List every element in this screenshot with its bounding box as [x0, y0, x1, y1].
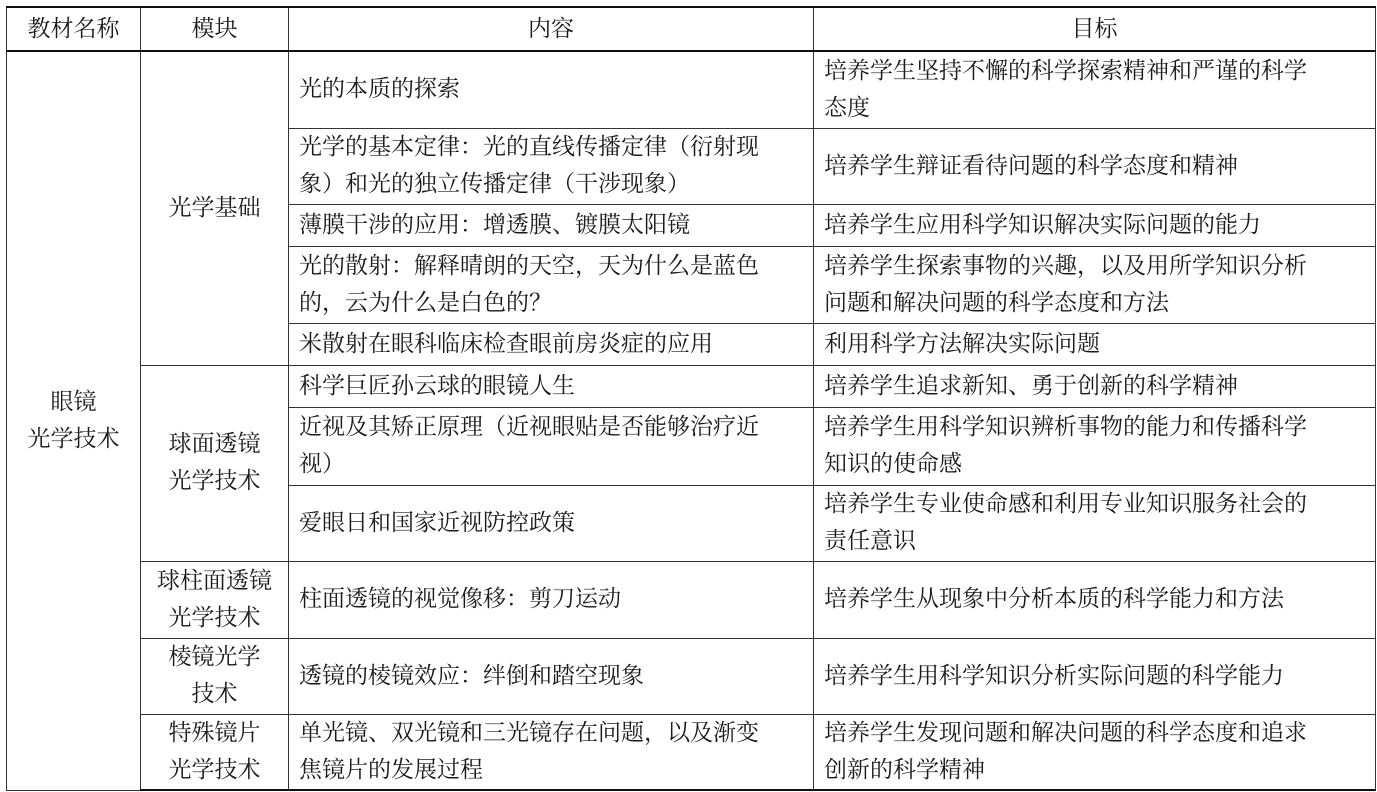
- module-name-line: 光学技术: [168, 468, 261, 494]
- table-row: [7, 51, 1376, 128]
- goal-line: 培养学生坚持不懈的科学探索精神和严谨的科学: [824, 57, 1307, 84]
- goal-cell: [814, 561, 1376, 638]
- table-row: [7, 561, 1376, 638]
- content-line: 光的本质的探索: [299, 76, 460, 103]
- book-name-line: 眼镜: [50, 388, 97, 415]
- content-cell: [289, 51, 814, 128]
- content-line: 的，云为什么是白色的？: [299, 289, 552, 316]
- goal-line: 培养学生探索事物的兴趣，以及用所学知识分析: [824, 252, 1307, 279]
- curriculum-table: [6, 6, 1376, 791]
- module-cell: [141, 714, 289, 790]
- module-name-line: 球面透镜: [168, 431, 261, 457]
- content-line: 薄膜干涉的应用：增透膜、镀膜太阳镜: [299, 211, 690, 238]
- content-cell: [289, 323, 814, 365]
- module-name-line: 光学基础: [168, 194, 261, 221]
- goal-line: 知识的使命感: [824, 451, 962, 477]
- content-line: 近视及其矫正原理（近视眼贴是否能够治疗近: [299, 414, 759, 440]
- module-name-line: 光学技术: [168, 756, 261, 783]
- goal-line: 态度: [824, 94, 870, 121]
- goal-cell: [814, 246, 1376, 323]
- header-goal: 目标: [814, 7, 1376, 51]
- header-module: 模块: [141, 7, 289, 51]
- content-line: 视）: [299, 451, 345, 477]
- goal-cell: [814, 204, 1376, 246]
- content-cell: [289, 365, 814, 407]
- table-row: [7, 638, 1376, 714]
- book-name-line: 光学技术: [27, 425, 120, 452]
- content-line: 柱面透镜的视觉像移：剪刀运动: [299, 586, 621, 612]
- content-cell: [289, 485, 814, 561]
- goal-cell: [814, 128, 1376, 204]
- book-name-cell: [7, 51, 141, 790]
- content-cell: [289, 638, 814, 714]
- goal-cell: [814, 323, 1376, 365]
- goal-line: 培养学生辩证看待问题的科学态度和精神: [824, 152, 1238, 179]
- content-cell: [289, 407, 814, 485]
- module-name-line: 球柱面透镜: [157, 567, 272, 594]
- content-line: 透镜的棱镜效应：绊倒和踏空现象: [299, 662, 644, 689]
- content-cell: [289, 561, 814, 638]
- module-cell: [141, 365, 289, 561]
- table-row: [7, 365, 1376, 407]
- module-cell: [141, 51, 289, 365]
- header-content: 内容: [289, 7, 814, 51]
- goal-line: 培养学生用科学知识分析实际问题的科学能力: [824, 662, 1284, 689]
- module-name-line: 光学技术: [168, 604, 261, 631]
- goal-line: 培养学生从现象中分析本质的科学能力和方法: [824, 586, 1284, 612]
- content-line: 光学的基本定律：光的直线传播定律（衍射现: [299, 134, 759, 160]
- goal-cell: [814, 407, 1376, 485]
- module-cell: [141, 561, 289, 638]
- goal-line: 培养学生应用科学知识解决实际问题的能力: [824, 211, 1261, 238]
- content-cell: [289, 204, 814, 246]
- goal-line: 利用科学方法解决实际问题: [824, 330, 1100, 357]
- content-line: 米散射在眼科临床检查眼前房炎症的应用: [299, 330, 713, 357]
- goal-cell: [814, 365, 1376, 407]
- module-name-line: 技术: [191, 681, 238, 707]
- goal-line: 培养学生追求新知、勇于创新的科学精神: [824, 372, 1238, 399]
- module-name-line: 棱镜光学: [168, 644, 261, 670]
- goal-cell: [814, 714, 1376, 790]
- header-row: [7, 7, 1376, 51]
- module-name-line: 特殊镜片: [168, 719, 261, 746]
- goal-line: 责任意识: [824, 528, 916, 554]
- goal-cell: [814, 638, 1376, 714]
- goal-line: 培养学生用科学知识辨析事物的能力和传播科学: [824, 414, 1307, 440]
- module-cell: [141, 638, 289, 714]
- goal-line: 培养学生发现问题和解决问题的科学态度和追求: [824, 719, 1307, 746]
- content-cell: [289, 714, 814, 790]
- content-cell: [289, 128, 814, 204]
- content-line: 光的散射：解释晴朗的天空，天为什么是蓝色: [299, 252, 759, 279]
- goal-cell: [814, 485, 1376, 561]
- table-row: [7, 714, 1376, 790]
- goal-line: 创新的科学精神: [824, 756, 985, 783]
- content-line: 爱眼日和国家近视防控政策: [299, 509, 575, 536]
- goal-line: 培养学生专业使命感和利用专业知识服务社会的: [824, 491, 1307, 517]
- header-book: 教材名称: [7, 7, 141, 51]
- goal-cell: [814, 51, 1376, 128]
- content-line: 单光镜、双光镜和三光镜存在问题，以及渐变: [299, 719, 759, 746]
- content-line: 象）和光的独立传播定律（干涉现象）: [299, 171, 690, 197]
- content-cell: [289, 246, 814, 323]
- goal-line: 问题和解决问题的科学态度和方法: [824, 289, 1169, 316]
- content-line: 科学巨匠孙云球的眼镜人生: [299, 372, 575, 399]
- content-line: 焦镜片的发展过程: [299, 756, 483, 783]
